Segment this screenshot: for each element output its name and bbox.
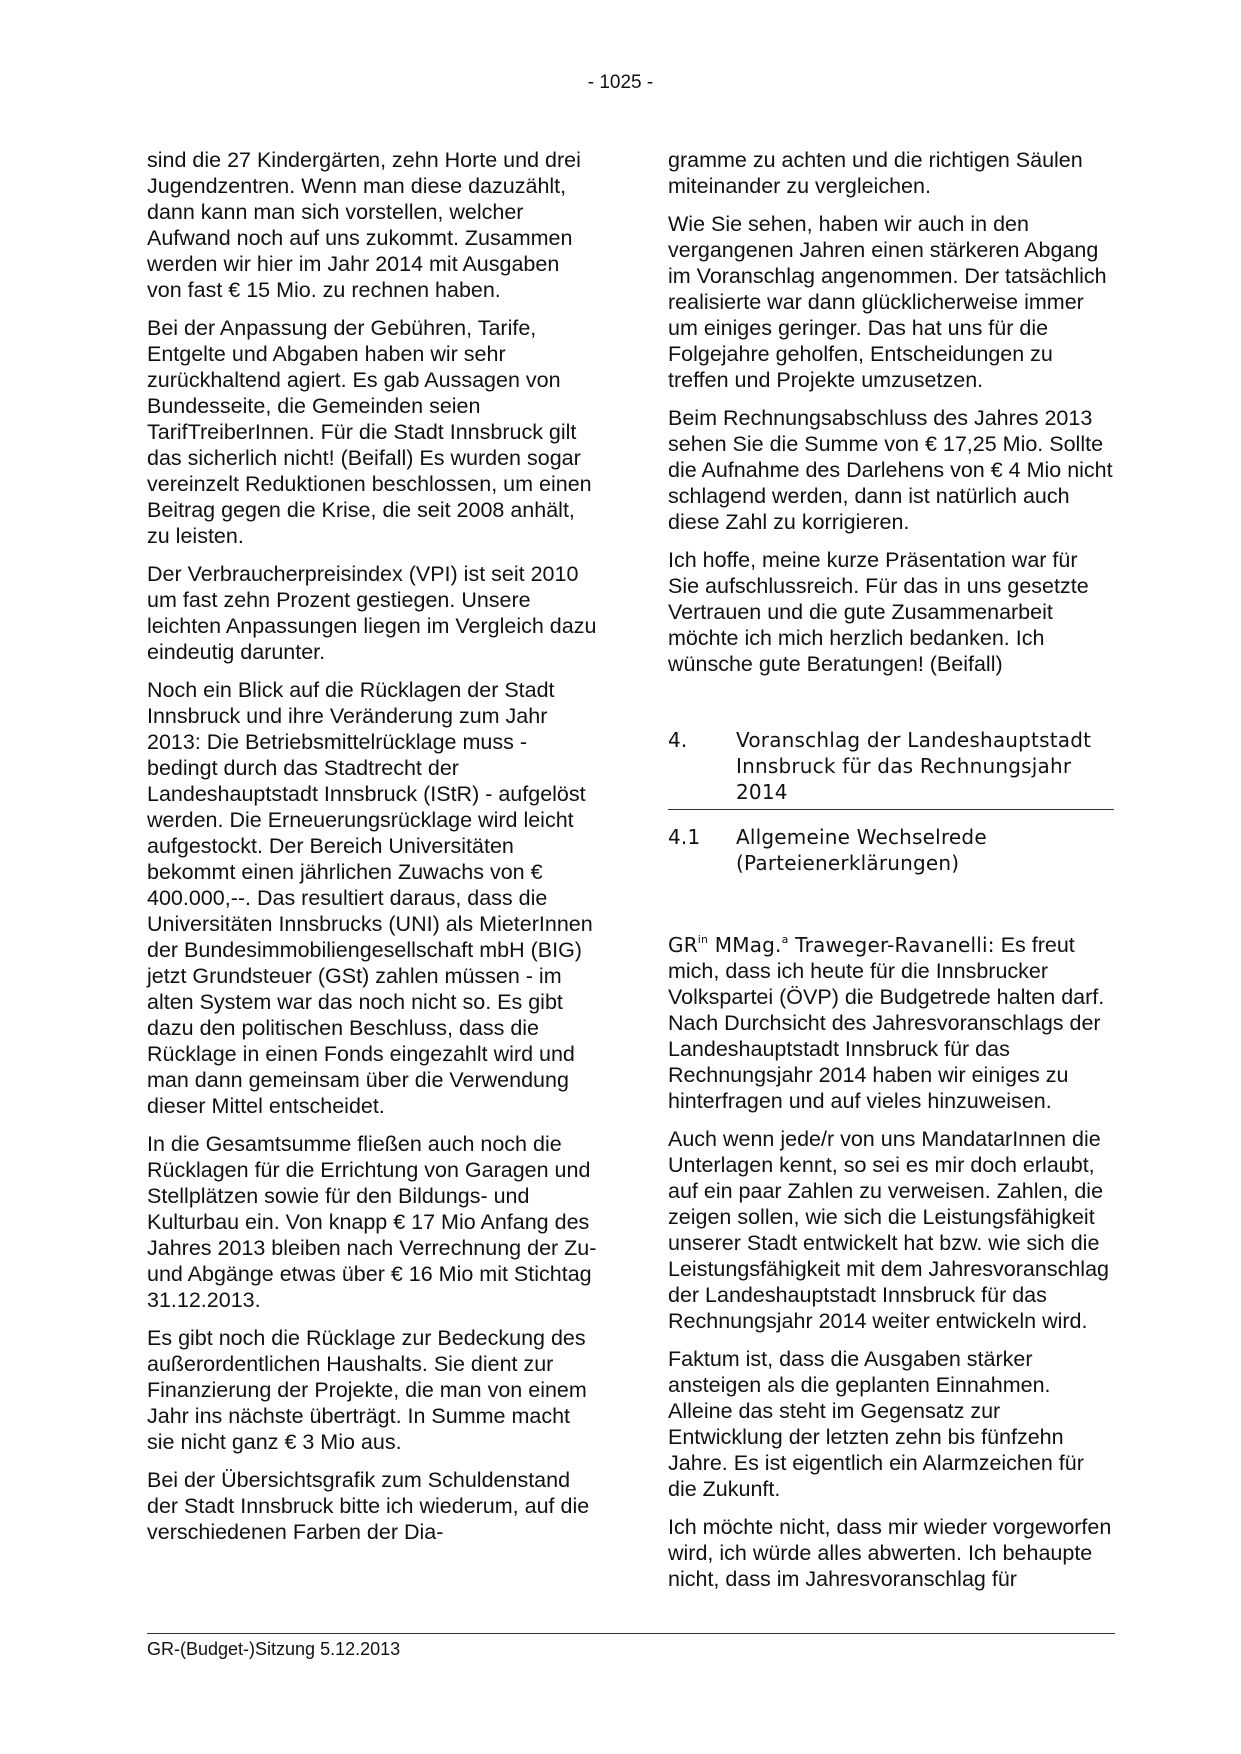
body-paragraph: Faktum ist, dass die Ausgaben stärker ansteigen als die geplanten Einnahmen. Alleine das steht im Gegensatz zur Entwicklung der letzten zehn bis fünfzehn Jahre. Es ist eigentlich ein Alarmzeichen für die Zukunft.: [668, 1347, 1084, 1501]
body-paragraph: Beim Rechnungsabschluss des Jahres 2013 sehen Sie die Summe von € 17,25 Mio. Sollte die Aufnahme des Darlehens von € 4 Mio nicht schlagend werden, dann ist natürlich auch diese Zahl zu korrigieren.: [668, 406, 1113, 534]
speaker-prefix: GR: [668, 933, 698, 957]
body-paragraph: sind die 27 Kindergärten, zehn Horte und drei Jugendzentren. Wenn man diese dazuzählt, dann kann man sich vorstellen, welcher Aufwand noch auf uns zukommt. Zusammen werden wir hier im Jahr 2014 mit Ausgaben von fast € 15 Mio. zu rechnen haben.: [147, 148, 581, 302]
body-paragraph: In die Gesamtsumme fließen auch noch die Rücklagen für die Errichtung von Garagen und Stellplätzen sowie für den Bildungs- und Kulturbau ein. Von knapp € 17 Mio Anfang des Jahres 2013 bleiben nach Verrechnung der Zu- und Abgänge etwas über € 16 Mio mit Stichtag 31.12.2013.: [147, 1132, 597, 1312]
speaker-title: MMag.: [708, 933, 782, 957]
speaker-paragraph: [668, 932, 1114, 1114]
body-paragraph: Ich hoffe, meine kurze Präsentation war für Sie aufschlussreich. Für das in uns gesetzte Vertrauen und die gute Zusammenarbeit möchte ich mich herzlich bedanken. Ich wünsche gute Beratungen! (Beifall): [668, 548, 1089, 676]
agenda-item-number: 4.1: [668, 825, 701, 849]
agenda-item-4: [668, 727, 1114, 810]
body-paragraph: Auch wenn jede/r von uns MandatarInnen die Unterlagen kennt, so sei es mir doch erlaubt, auf ein paar Zahlen zu verweisen. Zahlen, die zeigen sollen, wie sich die Leistungsfähigkeit unserer Stadt entwickelt hat bzw. wie sich die Leistungsfähigkeit mit dem Jahresvoranschlag der Landeshauptstadt Innsbruck für das Rechnungsjahr 2014 weiter entwickeln wird.: [668, 1127, 1109, 1333]
page-number: - 1025 -: [587, 72, 654, 93]
speaker-surname: Traweger-Ravanelli:: [788, 933, 995, 957]
footer-text: GR-(Budget-)Sitzung 5.12.2013: [147, 1639, 401, 1659]
body-paragraph: Bei der Übersichtsgrafik zum Schuldenstand der Stadt Innsbruck bitte ich wiederum, auf die verschiedenen Farben der Dia-: [147, 1468, 590, 1544]
speaker-text: Es freut mich, dass ich heute für die Innsbrucker Volkspartei (ÖVP) die Budgetrede halten darf. Nach Durchsicht des Jahresvoranschlags der Landeshauptstadt Innsbruck für das Rechnungsjahr 2014 haben wir einiges zu hinterfragen und auf vieles hinzuweisen.: [668, 933, 1105, 1113]
footer-divider: [147, 1633, 1115, 1634]
agenda-item-4-1: [668, 824, 1114, 876]
body-paragraph: gramme zu achten und die richtigen Säulen miteinander zu vergleichen.: [668, 148, 1083, 198]
left-column: [147, 147, 597, 1557]
body-paragraph: Noch ein Blick auf die Rücklagen der Stadt Innsbruck und ihre Veränderung zum Jahr 2013: Die Betriebsmittelrücklage muss - bedingt durch das Stadtrecht der Landeshauptstadt Innsbruck (IStR) - aufgelöst werden. Die Erneuerungsrücklage wird leicht aufgestockt. Der Bereich Universitäten bekommt einen jährlichen Zuwachs von € 400.000,--. Das resultiert daraus, dass die Universitäten Innsbrucks (UNI) als MieterInnen der Bundesimmobiliengesellschaft mbH (BIG) jetzt Grundsteuer (GSt) zahlen müssen - im alten System war das noch nicht so. Es gibt dazu den politischen Beschluss, dass die Rücklage in einen Fonds eingezahlt wird und man dann gemeinsam über die Verwendung dieser Mittel entscheidet.: [147, 678, 593, 1118]
agenda-item-title: Voranschlag der Landeshauptstadt Innsbruck für das Rechnungsjahr 2014: [736, 728, 1092, 804]
body-paragraph: Wie Sie sehen, haben wir auch in den vergangenen Jahren einen stärkeren Abgang im Voranschlag angenommen. Der tatsächlich realisierte war dann glücklicherweise immer um einiges geringer. Das hat uns für die Folgejahre geholfen, Entscheidungen zu treffen und Projekte umzusetzen.: [668, 212, 1107, 392]
agenda-item-number: 4.: [668, 728, 688, 752]
body-paragraph: Der Verbraucherpreisindex (VPI) ist seit 2010 um fast zehn Prozent gestiegen. Unsere leichten Anpassungen liegen im Vergleich dazu eindeutig darunter.: [147, 562, 597, 664]
body-paragraph: Es gibt noch die Rücklage zur Bedeckung des außerordentlichen Haushalts. Sie dient zur Finanzierung der Projekte, die man von einem Jahr ins nächste überträgt. In Summe macht sie nicht ganz € 3 Mio aus.: [147, 1326, 587, 1454]
body-paragraph: Ich möchte nicht, dass mir wieder vorgeworfen wird, ich würde alles abwerten. Ich behaupte nicht, dass im Jahresvoranschlag für: [668, 1515, 1112, 1591]
body-paragraph: Bei der Anpassung der Gebühren, Tarife, Entgelte und Abgaben haben wir sehr zurückhaltend agiert. Es gab Aussagen von Bundesseite, die Gemeinden seien TarifTreiberInnen. Für die Stadt Innsbruck gilt das sicherlich nicht! (Beifall) Es wurden sogar vereinzelt Reduktionen beschlossen, um einen Beitrag gegen die Krise, die seit 2008 anhält, zu leisten.: [147, 316, 592, 548]
speaker-title-sup: a: [781, 933, 789, 946]
agenda-item-title: Allgemeine Wechselrede (Parteienerklärungen): [736, 825, 987, 875]
speaker-prefix-sup: in: [697, 933, 709, 946]
speaker-name: [668, 933, 995, 957]
right-column: [668, 147, 1114, 1604]
